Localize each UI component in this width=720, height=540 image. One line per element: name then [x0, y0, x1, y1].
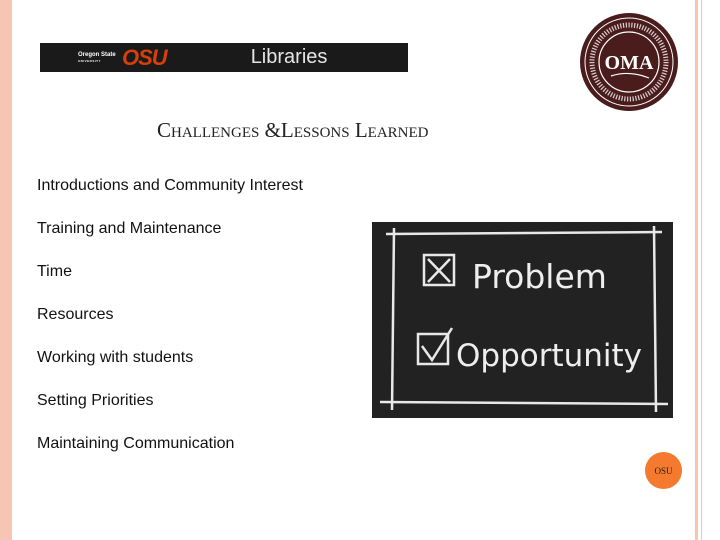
osu-top-text: Oregon State	[78, 51, 116, 58]
list-item: Resources	[37, 306, 114, 323]
osu-mark-text: OSU	[122, 44, 167, 70]
slide-title: Challenges &Lessons Learned	[157, 118, 429, 142]
libraries-text: Libraries	[250, 46, 328, 68]
problem-word: Problem	[472, 257, 607, 296]
oma-seal-text: OMA	[604, 52, 654, 74]
slide-frame-left	[0, 0, 12, 540]
list-item: Training and Maintenance	[37, 220, 222, 237]
list-item: Working with students	[37, 349, 194, 366]
slide-frame-right	[695, 0, 698, 540]
list-item: Introductions and Community Interest	[37, 177, 303, 194]
list-item: Maintaining Communication	[37, 435, 235, 452]
osu-university-text: UNIVERSITY	[78, 58, 102, 63]
list-item: Setting Priorities	[37, 392, 154, 409]
oma-seal-logo	[579, 12, 679, 112]
osu-libraries-banner	[40, 43, 408, 72]
list-item: Time	[37, 263, 72, 280]
osu-logo	[78, 45, 167, 71]
opportunity-word: Opportunity	[456, 338, 643, 374]
osu-footer-badge: OSU	[645, 452, 682, 489]
slide-frame-right-thin	[701, 0, 702, 540]
problem-opportunity-image	[372, 222, 673, 418]
